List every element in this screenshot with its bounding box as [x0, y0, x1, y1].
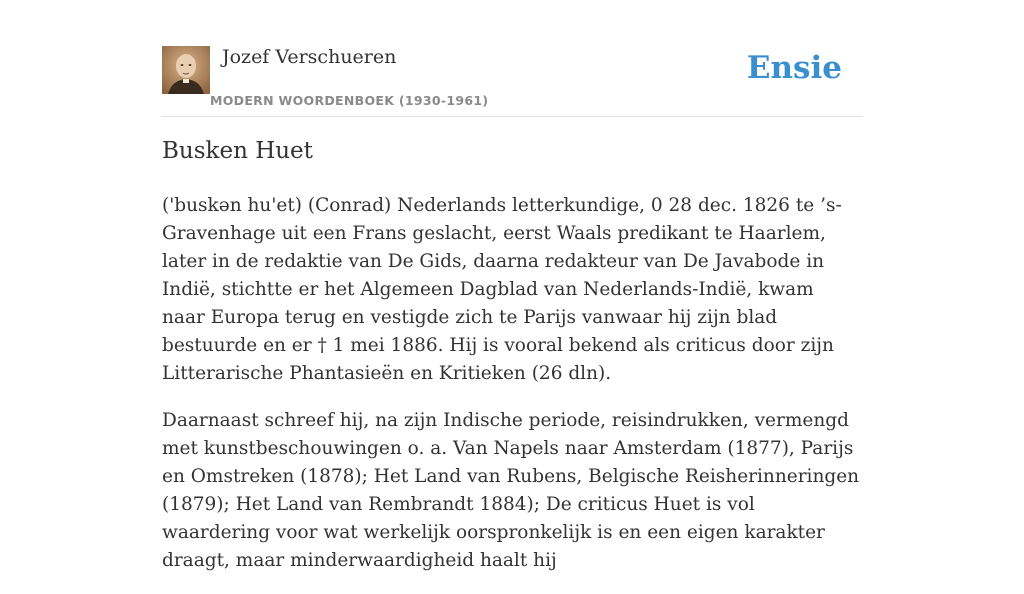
brand-logo[interactable]: Ensie	[746, 50, 842, 86]
author-name[interactable]: Jozef Verschueren	[222, 46, 397, 68]
source-title[interactable]: MODERN WOORDENBOEK (1930-1961)	[210, 93, 489, 108]
portrait-photo-icon	[162, 46, 210, 94]
paragraph: ('buskən hu'et) (Conrad) Nederlands letterkundige, 0 28 dec. 1826 te ’s-Gravenhage uit een Frans geslacht, eerst Waals predikant te Haarlem, later in de redaktie van De Gids, daarna redakteur van De Javabode in Indië, stichtte er het Algemeen Dagblad van Nederlands-Indië, kwam naar Europa terug en vestigde zich te Parijs vanwaar hij zijn blad bestuurde en er † 1 mei 1886. Hij is vooral bekend als criticus door zijn Litterarische Phantasieën en Kritieken (26 dln).	[162, 195, 842, 384]
paragraph: Daarnaast schreef hij, na zijn Indische periode, reisindrukken, vermengd met kunstbeschouwingen o. a. Van Napels naar Amsterdam (1877), Parijs en Omstreken (1878); Het Land van Rubens, Belgische Reisherinneringen (1879); Het Land van Rembrandt 1884); De criticus Huet is vol waardering voor wat werkelijk oorspronkelijk is en een eigen karakter draagt, maar minderwaardigheid haalt hij	[162, 410, 860, 571]
page-title: Busken Huet	[162, 138, 313, 164]
entry-header	[162, 44, 862, 117]
author-avatar[interactable]	[162, 46, 210, 94]
entry-content	[162, 192, 862, 594]
